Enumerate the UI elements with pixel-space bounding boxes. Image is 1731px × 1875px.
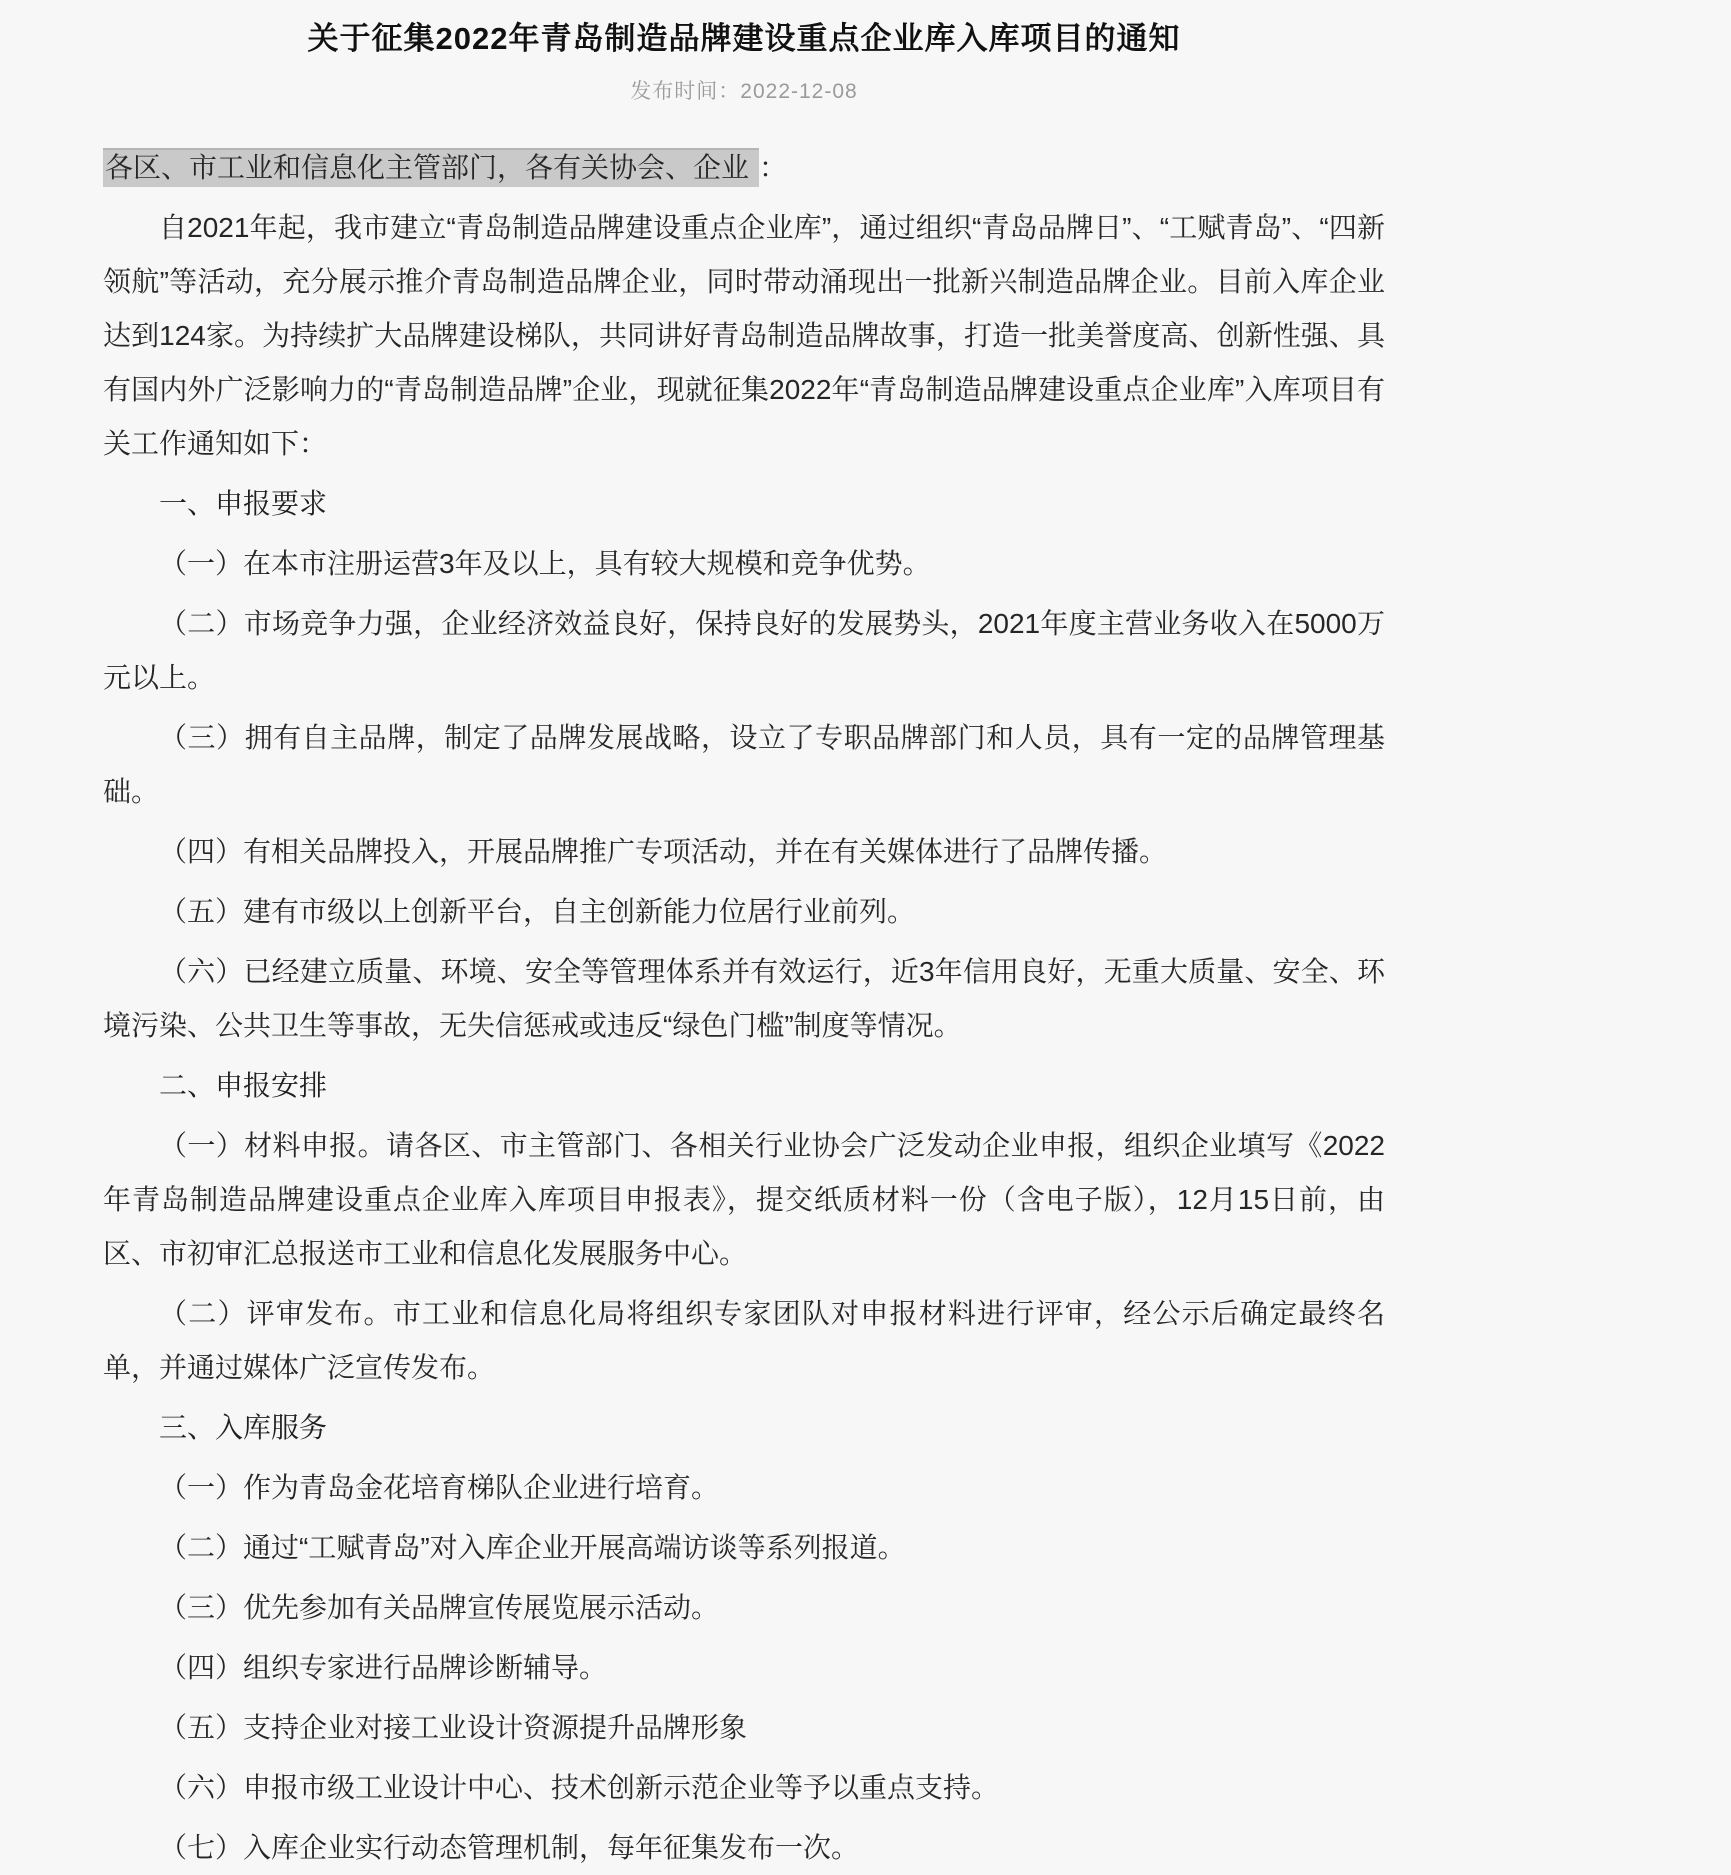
publish-time-label: 发布时间： [630, 79, 741, 103]
list-item: （六）申报市级工业设计中心、技术创新示范企业等予以重点支持。 [159, 1771, 1000, 1803]
list-item: （二）市场竞争力强，企业经济效益良好，保持良好的发展势头，2021年度主营业务收入在5000万元以上。 [103, 607, 1385, 693]
section-heading-3: 三、入库服务 [159, 1411, 328, 1443]
publish-time-value: 2022-12-08 [740, 79, 858, 103]
list-item: （四）组织专家进行品牌诊断辅导。 [159, 1651, 608, 1683]
page-title: 关于征集2022年青岛制造品牌建设重点企业库入库项目的通知 [307, 21, 1181, 56]
list-item: （二）评审发布。市工业和信息化局将组织专家团队对申报材料进行评审，经公示后确定最终名单，并通过媒体广泛宣传发布。 [103, 1297, 1385, 1383]
list-item: （四）有相关品牌投入，开展品牌推广专项活动，并在有关媒体进行了品牌传播。 [159, 835, 1168, 867]
document-content [103, 20, 1385, 1875]
salutation-highlighted-text: 各区、市工业和信息化主管部门，各有关协会、企业 [103, 148, 759, 187]
list-item: （七）入库企业实行动态管理机制，每年征集发布一次。 [159, 1831, 860, 1863]
list-item: （五）建有市级以上创新平台，自主创新能力位居行业前列。 [159, 895, 916, 927]
section-heading-1: 一、申报要求 [159, 487, 328, 519]
document-body [103, 141, 1385, 1875]
salutation-line [103, 141, 1385, 195]
salutation-colon: ： [759, 151, 788, 183]
list-item: （一）材料申报。请各区、市主管部门、各相关行业协会广泛发动企业申报，组织企业填写《2022年青岛制造品牌建设重点企业库入库项目申报表》，提交纸质材料一份（含电子版），12月15日前，由区、市初审汇总报送市工业和信息化发展服务中心。 [103, 1129, 1385, 1269]
intro-paragraph: 自2021年起，我市建立“青岛制造品牌建设重点企业库”，通过组织“青岛品牌日”、“工赋青岛”、“四新领航”等活动，充分展示推介青岛制造品牌企业，同时带动涌现出一批新兴制造品牌企业。目前入库企业达到124家。为持续扩大品牌建设梯队，共同讲好青岛制造品牌故事，打造一批美誉度高、创新性强、具有国内外广泛影响力的“青岛制造品牌”企业，现就征集2022年“青岛制造品牌建设重点企业库”入库项目有关工作通知如下： [103, 211, 1385, 459]
list-item: （一）作为青岛金花培育梯队企业进行培育。 [159, 1471, 720, 1503]
section-heading-2: 二、申报安排 [159, 1069, 328, 1101]
list-item: （五）支持企业对接工业设计资源提升品牌形象 [159, 1711, 748, 1743]
list-item: （三）优先参加有关品牌宣传展览展示活动。 [159, 1591, 720, 1623]
list-item: （二）通过“工赋青岛”对入库企业开展高端访谈等系列报道。 [159, 1531, 906, 1563]
publish-time-line [103, 75, 1385, 105]
list-item: （一）在本市注册运营3年及以上，具有较大规模和竞争优势。 [159, 547, 931, 579]
list-item: （六）已经建立质量、环境、安全等管理体系并有效运行，近3年信用良好，无重大质量、安全、环境污染、公共卫生等事故，无失信惩戒或违反“绿色门槛”制度等情况。 [103, 955, 1385, 1041]
list-item: （三）拥有自主品牌，制定了品牌发展战略，设立了专职品牌部门和人员，具有一定的品牌管理基础。 [103, 721, 1385, 807]
